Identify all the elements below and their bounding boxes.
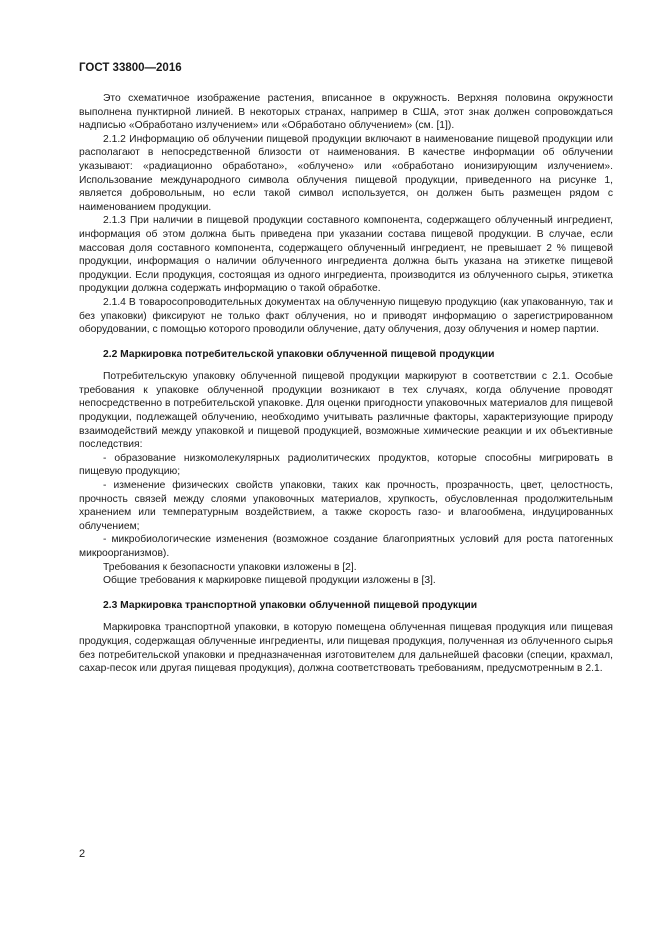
page-number: 2 — [79, 848, 86, 860]
list-item: - микробиологические изменения (возможное создание благоприятных условий для роста патогенных микроорганизмов). — [79, 534, 613, 559]
paragraph-consumer-packaging: Потребительскую упаковку облученной пищевой продукции маркируют в соответствии с 2.1. Особые требования к упаковке облученной продукции возникают в тех случаях, когда облучение проводят непосредственно в потребительской упаковке. Для оценки пригодности упаковочных материалов для пищевой продукции, подлежащей облучению, необходимо учитывать различные факторы, характеризующие природу взаимодействий между упаковкой и пищевой продукцией, возможные химические реакции и их объективные последствия: — [79, 371, 613, 451]
section-heading-2-2: 2.2 Маркировка потребительской упаковки облученной пищевой продукции — [103, 348, 495, 360]
section-heading-2-3: 2.3 Маркировка транспортной упаковки облученной пищевой продукции — [103, 599, 478, 611]
paragraph-2-1-2: 2.1.2 Информацию об облучении пищевой продукции включают в наименование пищевой продукции или располагают в непосредственной близости от наименования. В качестве информации об облучении указывают: «радиационно обработано», «облучено» или «обработано ионизирующим излучением». Использование международного символа облучения пищевой продукции, приведенного на рисунке 1, является добровольным, но если такой символ используется, он должен быть размещен рядом с наименованием продукции. — [79, 133, 613, 213]
list-item: - изменение физических свойств упаковки, таких как прочность, прозрачность, цвет, целостность, прочность связей между слоями упаковочных материалов, хрупкость, обусловленная продолжительным хранением или температурным воздействием, а также скорость газо- и влагообмена, индуцированных облучением; — [79, 480, 613, 532]
page-content — [79, 92, 613, 676]
paragraph-2-1-4: 2.1.4 В товаросопроводительных документах на облученную пищевую продукцию (как упакованную, так и без упаковки) фиксируют не только факт облучения, но и приводят информацию о зарегистрированном оборудовании, с помощью которого проводили облучение, дату облучения, дозу облучения и номер партии. — [79, 296, 613, 336]
paragraph-safety-reference: Требования к безопасности упаковки изложены в [2]. — [103, 561, 357, 573]
paragraph-labeling-reference: Общие требования к маркировке пищевой продукции изложены в [3]. — [103, 575, 436, 587]
paragraph-transport-packaging: Маркировка транспортной упаковки, в которую помещена облученная пищевая продукция или пищевая продукция, содержащая облученные ингредиенты, или пищевая продукция, полученная из облученного сырья без потребительской упаковки и предназначенная изготовителем для дальнейшей фасовки (специи, крахмал, сахар-песок или другая пищевая продукция), должна соответствовать требованиям, предусмотренным в 2.1. — [79, 622, 613, 675]
paragraph-symbol-description: Это схематичное изображение растения, вписанное в окружность. Верхняя половина окружности выполнена пунктирной линией. В некоторых странах, например в США, этот знак должен сопровождаться надписью «Обработано излучением» или «Обработано облучением» (см. [1]). — [79, 93, 613, 132]
paragraph-2-1-3: 2.1.3 При наличии в пищевой продукции составного компонента, содержащего облученный ингредиент, информация об этом должна быть приведена при указании состава пищевой продукции. В случае, если массовая доля составного компонента, содержащего облученный ингредиент, не превышает 2 % пищевой продукции, информация о наличии облученного ингредиента должна быть указана на этикетке пищевой продукции. Если продукция, состоящая из одного ингредиента, производится из облученного сырья, этикетка продукции должна содержать информацию о такой обработке. — [79, 215, 613, 295]
document-code: ГОСТ 33800—2016 — [79, 62, 182, 74]
list-item: - образование низкомолекулярных радиолитических продуктов, которые способны мигрировать в пищевую продукцию; — [79, 452, 613, 478]
